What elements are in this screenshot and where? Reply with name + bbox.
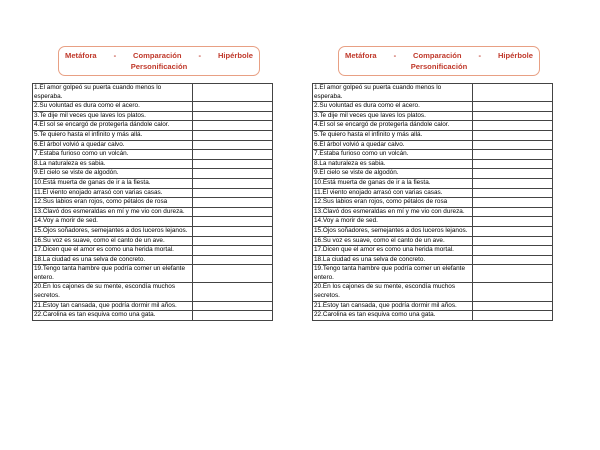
table-row: [33, 121, 273, 131]
exercise-sentence: 20.En los cajones de su mente, escondía muchos secretos.: [313, 283, 473, 301]
table-row: [313, 130, 553, 140]
answer-cell[interactable]: [473, 140, 553, 150]
exercise-sentence: 1.El amor golpeó su puerta cuando menos lo esperaba.: [33, 84, 193, 102]
table-row: [33, 102, 273, 112]
answer-cell[interactable]: [193, 236, 273, 246]
answer-cell[interactable]: [473, 255, 553, 265]
table-row: [313, 178, 553, 188]
answer-cell[interactable]: [473, 121, 553, 131]
exercise-table: [32, 83, 273, 321]
answer-cell[interactable]: [473, 102, 553, 112]
table-row: [313, 217, 553, 227]
exercise-sentence: 6.El árbol volvió a quedar calvo.: [33, 140, 193, 150]
exercise-sentence: 15.Ojos soñadores, semejantes a dos luceros lejanos.: [33, 226, 193, 236]
title-box: [58, 46, 260, 76]
title-box: [338, 46, 540, 76]
answer-cell[interactable]: [473, 217, 553, 227]
exercise-sentence: 20.En los cajones de su mente, escondía muchos secretos.: [33, 283, 193, 301]
answer-cell[interactable]: [473, 130, 553, 140]
table-row: [33, 169, 273, 179]
exercise-sentence: 10.Está muerta de ganas de ir a la fiesta.: [33, 178, 193, 188]
title-word: Hipérbole: [217, 51, 253, 60]
title-word: Hipérbole: [497, 51, 533, 60]
title-word: Comparación: [413, 51, 462, 60]
answer-cell[interactable]: [193, 159, 273, 169]
answer-cell[interactable]: [193, 283, 273, 301]
title-separator: -: [478, 51, 482, 60]
exercise-sentence: 9.El cielo se viste de algodón.: [33, 169, 193, 179]
answer-cell[interactable]: [473, 301, 553, 311]
table-row: [313, 246, 553, 256]
exercise-sentence: 16.Su voz es suave, como el canto de un ave.: [313, 236, 473, 246]
title-word: Metáfora: [65, 51, 97, 60]
exercise-sentence: 19.Tengo tanta hambre que podría comer un elefante entero.: [33, 265, 193, 283]
answer-cell[interactable]: [193, 140, 273, 150]
exercise-sentence: 2.Su voluntad es dura como el acero.: [313, 102, 473, 112]
answer-cell[interactable]: [193, 311, 273, 321]
table-row: [33, 226, 273, 236]
table-row: [33, 159, 273, 169]
answer-cell[interactable]: [193, 207, 273, 217]
table-row: [313, 121, 553, 131]
exercise-sentence: 8.La naturaleza es sabia.: [313, 159, 473, 169]
table-row: [313, 301, 553, 311]
table-row: [33, 188, 273, 198]
table-row: [33, 236, 273, 246]
exercise-sentence: 3.Te dije mil veces que laves los platos.: [33, 111, 193, 121]
answer-cell[interactable]: [193, 188, 273, 198]
table-row: [33, 150, 273, 160]
answer-cell[interactable]: [193, 198, 273, 208]
exercise-sentence: 17.Dicen que el amor es como una herida mortal.: [33, 246, 193, 256]
table-row: [33, 246, 273, 256]
table-row: [313, 198, 553, 208]
exercise-sentence: 4.El sol se encargó de protegerla dándole calor.: [313, 121, 473, 131]
answer-cell[interactable]: [473, 178, 553, 188]
worksheet-panel-left: [32, 46, 272, 321]
title-row: [345, 51, 533, 62]
exercise-sentence: 12.Sus labios eran rojos, como pétalos de rosa: [313, 198, 473, 208]
table-row: [33, 178, 273, 188]
table-row: [313, 111, 553, 121]
answer-cell[interactable]: [473, 188, 553, 198]
answer-cell[interactable]: [473, 169, 553, 179]
exercise-sentence: 18.La ciudad es una selva de concreto.: [313, 255, 473, 265]
title-line2: Personificación: [130, 61, 188, 71]
table-row: [313, 283, 553, 301]
exercise-sentence: 17.Dicen que el amor es como una herida mortal.: [313, 246, 473, 256]
title-separator: -: [393, 51, 397, 60]
exercise-sentence: 4.El sol se encargó de protegerla dándole calor.: [33, 121, 193, 131]
exercise-sentence: 22.Carolina es tan esquiva como una gata.: [313, 311, 473, 321]
table-row: [33, 140, 273, 150]
answer-cell[interactable]: [473, 111, 553, 121]
table-row: [313, 159, 553, 169]
exercise-sentence: 6.El árbol volvió a quedar calvo.: [313, 140, 473, 150]
answer-cell[interactable]: [473, 226, 553, 236]
table-row: [33, 198, 273, 208]
answer-cell[interactable]: [193, 265, 273, 283]
exercise-sentence: 21.Estoy tan cansada, que podría dormir mil años.: [313, 301, 473, 311]
exercise-sentence: 12.Sus labios eran rojos, como pétalos de rosa: [33, 198, 193, 208]
answer-cell[interactable]: [473, 246, 553, 256]
exercise-sentence: 13.Clavó dos esmeraldas en mí y me vio con dureza.: [33, 207, 193, 217]
answer-cell[interactable]: [473, 311, 553, 321]
exercise-sentence: 2.Su voluntad es dura como el acero.: [33, 102, 193, 112]
answer-cell[interactable]: [193, 111, 273, 121]
exercise-sentence: 15.Ojos soñadores, semejantes a dos luceros lejanos.: [313, 226, 473, 236]
answer-cell[interactable]: [193, 226, 273, 236]
exercise-sentence: 11.El viento enojado arrasó con varias casas.: [313, 188, 473, 198]
exercise-sentence: 18.La ciudad es una selva de concreto.: [33, 255, 193, 265]
table-row: [33, 311, 273, 321]
table-row: [33, 84, 273, 102]
title-word: Metáfora: [345, 51, 377, 60]
exercise-sentence: 5.Te quiero hasta el infinito y más allá.: [313, 130, 473, 140]
title-line2: Personificación: [410, 61, 468, 71]
table-row: [313, 150, 553, 160]
exercise-sentence: 9.El cielo se viste de algodón.: [313, 169, 473, 179]
answer-cell[interactable]: [473, 198, 553, 208]
answer-cell[interactable]: [193, 178, 273, 188]
title-separator: -: [113, 51, 117, 60]
exercise-sentence: 13.Clavó dos esmeraldas en mí y me vio con dureza.: [313, 207, 473, 217]
table-row: [33, 283, 273, 301]
exercise-sentence: 7.Estaba furioso como un volcán.: [33, 150, 193, 160]
answer-cell[interactable]: [473, 84, 553, 102]
answer-cell[interactable]: [193, 84, 273, 102]
answer-cell[interactable]: [193, 121, 273, 131]
table-row: [313, 207, 553, 217]
exercise-sentence: 21.Estoy tan cansada, que podría dormir mil años.: [33, 301, 193, 311]
answer-cell[interactable]: [473, 236, 553, 246]
answer-cell[interactable]: [473, 159, 553, 169]
answer-cell[interactable]: [473, 207, 553, 217]
table-row: [33, 207, 273, 217]
exercise-sentence: 11.El viento enojado arrasó con varias casas.: [33, 188, 193, 198]
table-row: [313, 265, 553, 283]
table-row: [313, 236, 553, 246]
answer-cell[interactable]: [193, 301, 273, 311]
answer-cell[interactable]: [193, 169, 273, 179]
answer-cell[interactable]: [193, 130, 273, 140]
table-row: [33, 217, 273, 227]
worksheet-panel-right: [312, 46, 552, 321]
exercise-sentence: 19.Tengo tanta hambre que podría comer un elefante entero.: [313, 265, 473, 283]
exercise-sentence: 7.Estaba furioso como un volcán.: [313, 150, 473, 160]
exercise-sentence: 14.Voy a morir de sed.: [313, 217, 473, 227]
exercise-sentence: 22.Carolina es tan esquiva como una gata.: [33, 311, 193, 321]
table-row: [33, 111, 273, 121]
table-row: [33, 265, 273, 283]
exercise-sentence: 16.Su voz es suave, como el canto de un ave.: [33, 236, 193, 246]
answer-cell[interactable]: [473, 283, 553, 301]
answer-cell[interactable]: [193, 246, 273, 256]
answer-cell[interactable]: [193, 150, 273, 160]
table-row: [313, 140, 553, 150]
table-row: [313, 226, 553, 236]
exercise-sentence: 3.Te dije mil veces que laves los platos.: [313, 111, 473, 121]
exercise-sentence: 8.La naturaleza es sabia.: [33, 159, 193, 169]
exercise-table: [312, 83, 553, 321]
exercise-sentence: 10.Está muerta de ganas de ir a la fiesta.: [313, 178, 473, 188]
title-row: [65, 51, 253, 62]
exercise-sentence: 14.Voy a morir de sed.: [33, 217, 193, 227]
table-row: [313, 188, 553, 198]
table-row: [313, 102, 553, 112]
answer-cell[interactable]: [473, 265, 553, 283]
exercise-sentence: 5.Te quiero hasta el infinito y más allá.: [33, 130, 193, 140]
title-word: Comparación: [133, 51, 182, 60]
answer-cell[interactable]: [193, 217, 273, 227]
table-row: [313, 255, 553, 265]
table-row: [33, 301, 273, 311]
table-row: [313, 84, 553, 102]
answer-cell[interactable]: [193, 255, 273, 265]
table-row: [313, 311, 553, 321]
table-row: [33, 255, 273, 265]
answer-cell[interactable]: [193, 102, 273, 112]
title-separator: -: [198, 51, 202, 60]
table-row: [33, 130, 273, 140]
answer-cell[interactable]: [473, 150, 553, 160]
table-row: [313, 169, 553, 179]
exercise-sentence: 1.El amor golpeó su puerta cuando menos lo esperaba.: [313, 84, 473, 102]
